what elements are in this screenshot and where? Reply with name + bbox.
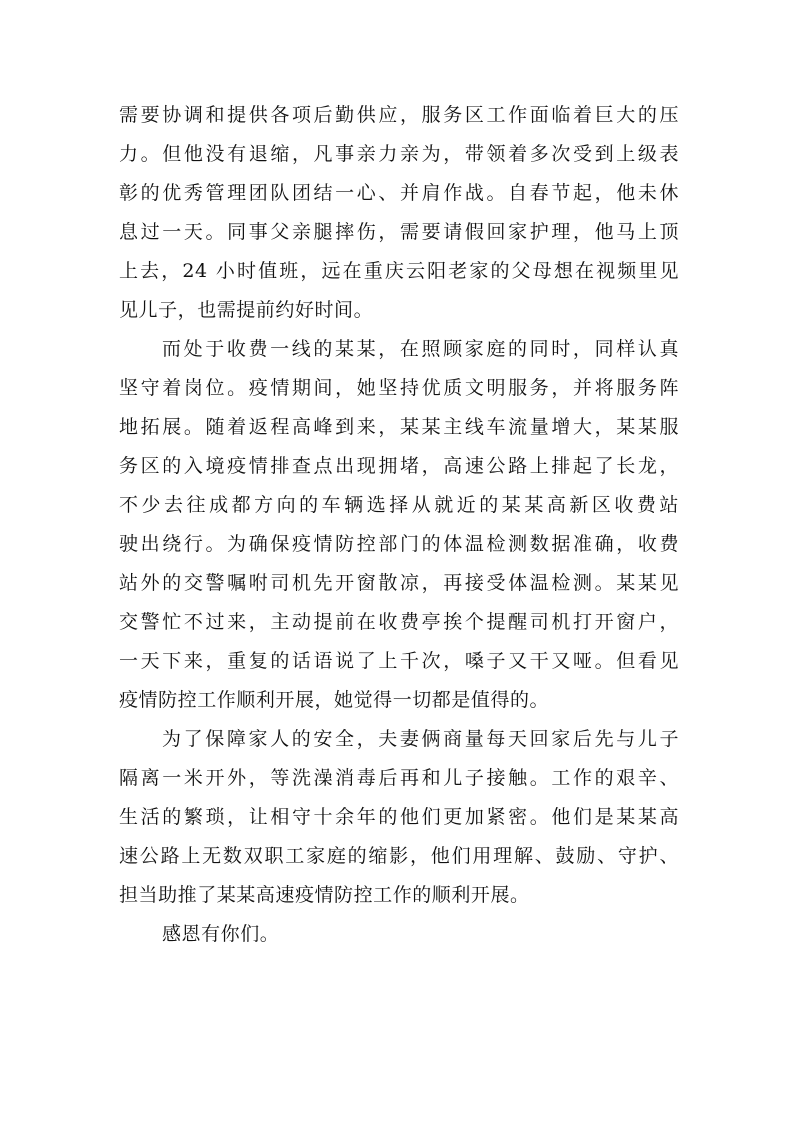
- text-line: 站外的交警嘱咐司机先开窗散凉，再接受体温检测。某某见: [119, 572, 679, 594]
- text-line: 担当助推了某某高速疫情防控工作的顺利开展。: [119, 884, 530, 906]
- text-line: 彰的优秀管理团队团结一心、并肩作战。自春节起，他未休: [119, 182, 679, 204]
- text-line: 疫情防控工作顺利开展，她觉得一切都是值得的。: [119, 689, 550, 711]
- text-line: 务区的入境疫情排查点出现拥堵，高速公路上排起了长龙，: [119, 455, 679, 477]
- paragraph-start-line: 而处于收费一线的某某，在照顾家庭的同时，同样认真: [162, 338, 679, 360]
- text-line: 坚守着岗位。疫情期间，她坚持优质文明服务，并将服务阵: [119, 377, 679, 399]
- body-text: [119, 96, 679, 954]
- text-line: 速公路上无数双职工家庭的缩影，他们用理解、鼓励、守护、: [119, 845, 679, 867]
- text-line: 需要协调和提供各项后勤供应，服务区工作面临着巨大的压: [119, 104, 679, 126]
- text-line: 地拓展。随着返程高峰到来，某某主线车流量增大，某某服: [119, 416, 679, 438]
- paragraph-start-line: 为了保障家人的安全，夫妻俩商量每天回家后先与儿子: [162, 728, 679, 750]
- text-line: 驶出绕行。为确保疫情防控部门的体温检测数据准确，收费: [119, 533, 679, 555]
- text-line: 交警忙不过来，主动提前在收费亭挨个提醒司机打开窗户，: [119, 611, 679, 633]
- text-line: 见儿子，也需提前约好时间。: [119, 299, 374, 321]
- text-line: 力。但他没有退缩，凡事亲力亲为，带领着多次受到上级表: [119, 143, 679, 165]
- text-line: 一天下来，重复的话语说了上千次，嗓子又干又哑。但看见: [119, 650, 679, 672]
- text-line: 息过一天。同事父亲腿摔伤，需要请假回家护理，他马上顶: [119, 221, 679, 243]
- text-line: 生活的繁琐，让相守十余年的他们更加紧密。他们是某某高: [119, 806, 679, 828]
- closing-line: 感恩有你们。: [162, 923, 280, 945]
- text-line: 上去，24 小时值班，远在重庆云阳老家的父母想在视频里见: [119, 260, 679, 282]
- text-line: 不少去往成都方向的车辆选择从就近的某某高新区收费站: [119, 494, 679, 516]
- text-line: 隔离一米开外，等洗澡消毒后再和儿子接触。工作的艰辛、: [119, 767, 679, 789]
